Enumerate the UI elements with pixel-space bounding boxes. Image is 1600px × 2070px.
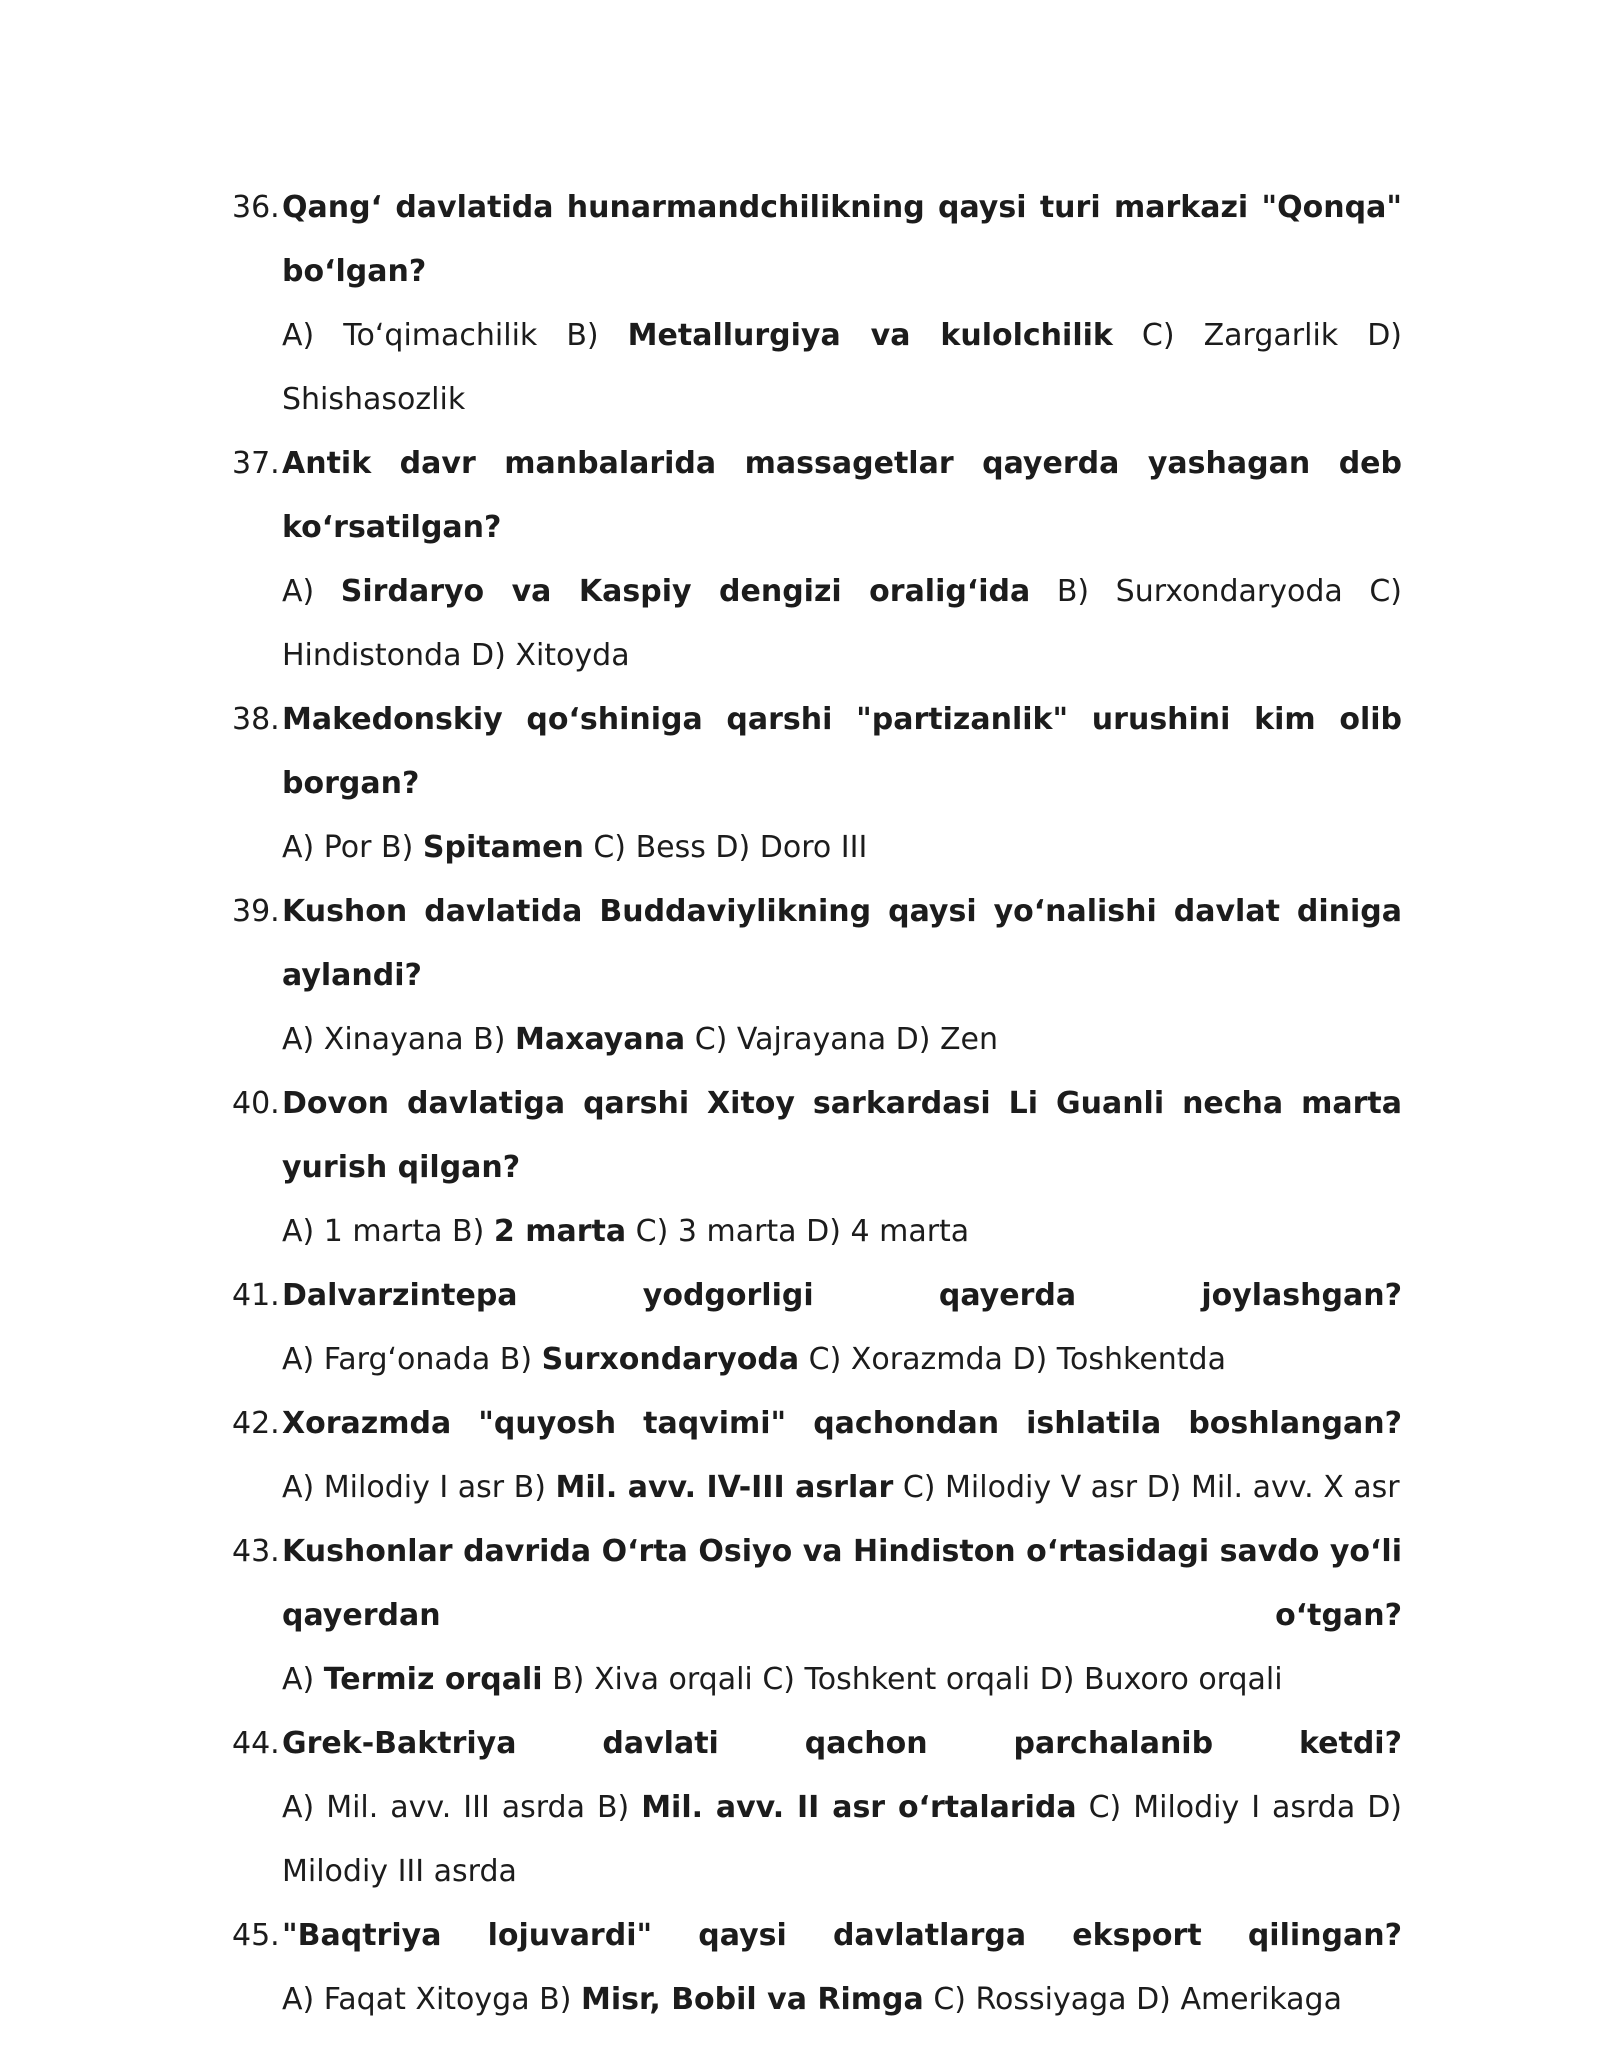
question-number: 42.: [232, 1406, 280, 1441]
answer-options: [282, 1200, 1402, 1264]
option-letter: B): [552, 1662, 585, 1697]
correct-option-text: Mil. avv. IV-III asrlar: [555, 1470, 894, 1505]
question-number: 36.: [232, 190, 280, 225]
option-letter: C): [635, 1214, 669, 1249]
option-letter: A): [282, 1662, 315, 1697]
option-text: Milodiy V asr: [945, 1470, 1138, 1505]
option-letter: A): [282, 1342, 315, 1377]
option-letter: D): [715, 830, 751, 865]
answer-options: [282, 1776, 1402, 1904]
question-text: Dalvarzintepa yodgorligi qayerda joylashgan?: [282, 1278, 1402, 1313]
option-letter: A): [282, 1470, 315, 1505]
option-letter: A): [282, 1214, 315, 1249]
option-letter: B): [1056, 574, 1090, 609]
option-letter: C): [1141, 318, 1175, 353]
option-letter: B): [381, 830, 414, 865]
option-letter: A): [282, 318, 315, 353]
option-letter: C): [1369, 574, 1402, 609]
option-letter: A): [282, 830, 315, 865]
option-text: Surxondaryoda: [1115, 574, 1343, 609]
question-item: [232, 432, 1402, 688]
option-text: Faqat Xitoyga: [323, 1982, 530, 2017]
option-letter: D): [1146, 1470, 1182, 1505]
answer-options: [282, 1456, 1402, 1520]
question-number: 38.: [232, 702, 280, 737]
question-item: [232, 1520, 1402, 1712]
option-text: Milodiy I asr: [323, 1470, 505, 1505]
answer-options: [282, 1008, 1402, 1072]
option-text: Xiva orqali: [593, 1662, 753, 1697]
question-item: [232, 1072, 1402, 1264]
option-letter: D): [1012, 1342, 1048, 1377]
option-letter: D): [806, 1214, 841, 1249]
option-letter: C): [762, 1662, 795, 1697]
option-letter: D): [1367, 318, 1403, 353]
question-number: 39.: [232, 894, 280, 929]
question-number: 40.: [232, 1086, 280, 1121]
option-letter: D): [471, 638, 506, 673]
correct-option-text: Surxondaryoda: [541, 1342, 800, 1377]
question-number: 41.: [232, 1278, 280, 1313]
question-list: [232, 176, 1402, 2032]
option-letter: A): [282, 1982, 315, 2017]
option-text: Shishasozlik: [282, 382, 466, 417]
answer-options: [282, 1968, 1402, 2032]
option-text: 4 marta: [850, 1214, 970, 1249]
answer-options: [282, 304, 1402, 432]
option-text: Xinayana: [323, 1022, 464, 1057]
option-text: Zargarlik: [1203, 318, 1339, 353]
option-letter: C): [933, 1982, 966, 2017]
question-item: [232, 1712, 1402, 1904]
question-number: 44.: [232, 1726, 280, 1761]
question-text: Qang‘ davlatida hunarmandchilikning qaysi turi markazi "Qonqa" bo‘lgan?: [282, 190, 1402, 289]
answer-options: [282, 816, 1402, 880]
option-text: Xorazmda: [850, 1342, 1003, 1377]
option-text: Buxoro orqali: [1083, 1662, 1283, 1697]
option-text: 1 marta: [323, 1214, 443, 1249]
question-item: [232, 176, 1402, 432]
correct-option-text: Metallurgiya va kulolchilik: [627, 318, 1113, 353]
option-letter: C): [902, 1470, 936, 1505]
option-text: Por: [323, 830, 372, 865]
option-letter: D): [1039, 1662, 1075, 1697]
option-text: Farg‘onada: [323, 1342, 491, 1377]
option-text: Toshkentda: [1056, 1342, 1226, 1377]
option-letter: C): [593, 830, 627, 865]
question-text: Grek-Baktriya davlati qachon parchalanib ketdi?: [282, 1726, 1402, 1761]
option-text: Hindistonda: [282, 638, 462, 673]
answer-options: [282, 560, 1402, 688]
option-letter: A): [282, 1790, 315, 1825]
option-text: Zen: [940, 1022, 999, 1057]
option-letter: C): [694, 1022, 728, 1057]
correct-option-text: Misr, Bobil va Rimga: [580, 1982, 924, 2017]
option-letter: C): [808, 1342, 842, 1377]
option-text: 3 marta: [677, 1214, 797, 1249]
option-text: Doro III: [759, 830, 868, 865]
question-number: 45.: [232, 1918, 280, 1953]
option-letter: A): [282, 574, 315, 609]
option-text: Milodiy III asrda: [282, 1854, 517, 1889]
question-text: Antik davr manbalarida massagetlar qayerda yashagan deb ko‘rsatilgan?: [282, 446, 1402, 545]
question-item: [232, 1904, 1402, 2032]
correct-option-text: Termiz orqali: [323, 1662, 543, 1697]
option-letter: B): [566, 318, 599, 353]
option-text: Mil. avv. X asr: [1190, 1470, 1400, 1505]
option-text: To‘qimachilik: [343, 318, 538, 353]
question-number: 37.: [232, 446, 280, 481]
question-item: [232, 880, 1402, 1072]
option-letter: D): [1136, 1982, 1171, 2017]
question-item: [232, 1264, 1402, 1392]
option-letter: B): [596, 1790, 630, 1825]
question-text: Kushon davlatida Buddaviylikning qaysi yo‘nalishi davlat diniga aylandi?: [282, 894, 1402, 993]
question-text: Xorazmda "quyosh taqvimi" qachondan ishlatila boshlangan?: [282, 1406, 1402, 1441]
option-letter: A): [282, 1022, 315, 1057]
option-text: Vajrayana: [736, 1022, 887, 1057]
question-text: Makedonskiy qo‘shiniga qarshi "partizanlik" urushini kim olib borgan?: [282, 702, 1402, 801]
question-text: "Baqtriya lojuvardi" qaysi davlatlarga eksport qilingan?: [282, 1918, 1402, 1953]
option-text: Mil. avv. III asrda: [326, 1790, 585, 1825]
correct-option-text: 2 marta: [493, 1214, 627, 1249]
option-letter: B): [539, 1982, 572, 2017]
option-text: Xitoyda: [515, 638, 630, 673]
question-number: 43.: [232, 1534, 280, 1569]
question-text: Dovon davlatiga qarshi Xitoy sarkardasi Li Guanli necha marta yurish qilgan?: [282, 1086, 1402, 1185]
option-text: Toshkent orqali: [804, 1662, 1031, 1697]
question-item: [232, 1392, 1402, 1520]
correct-option-text: Maxayana: [515, 1022, 686, 1057]
option-letter: B): [499, 1342, 533, 1377]
option-text: Rossiyaga: [975, 1982, 1127, 2017]
correct-option-text: Mil. avv. II asr o‘rtalarida: [641, 1790, 1077, 1825]
option-text: Bess: [635, 830, 706, 865]
option-letter: B): [452, 1214, 485, 1249]
option-letter: B): [513, 1470, 546, 1505]
option-letter: D): [895, 1022, 931, 1057]
question-text: Kushonlar davrida O‘rta Osiyo va Hindiston o‘rtasidagi savdo yo‘li qayerdan o‘tgan?: [282, 1534, 1402, 1633]
correct-option-text: Sirdaryo va Kaspiy dengizi oralig‘ida: [340, 574, 1031, 609]
option-letter: D): [1367, 1790, 1402, 1825]
answer-options: [282, 1328, 1402, 1392]
option-text: Amerikaga: [1180, 1982, 1342, 2017]
correct-option-text: Spitamen: [422, 830, 584, 865]
option-letter: C): [1088, 1790, 1122, 1825]
answer-options: [282, 1648, 1402, 1712]
option-letter: B): [473, 1022, 506, 1057]
question-item: [232, 688, 1402, 880]
option-text: Milodiy I asrda: [1133, 1790, 1356, 1825]
